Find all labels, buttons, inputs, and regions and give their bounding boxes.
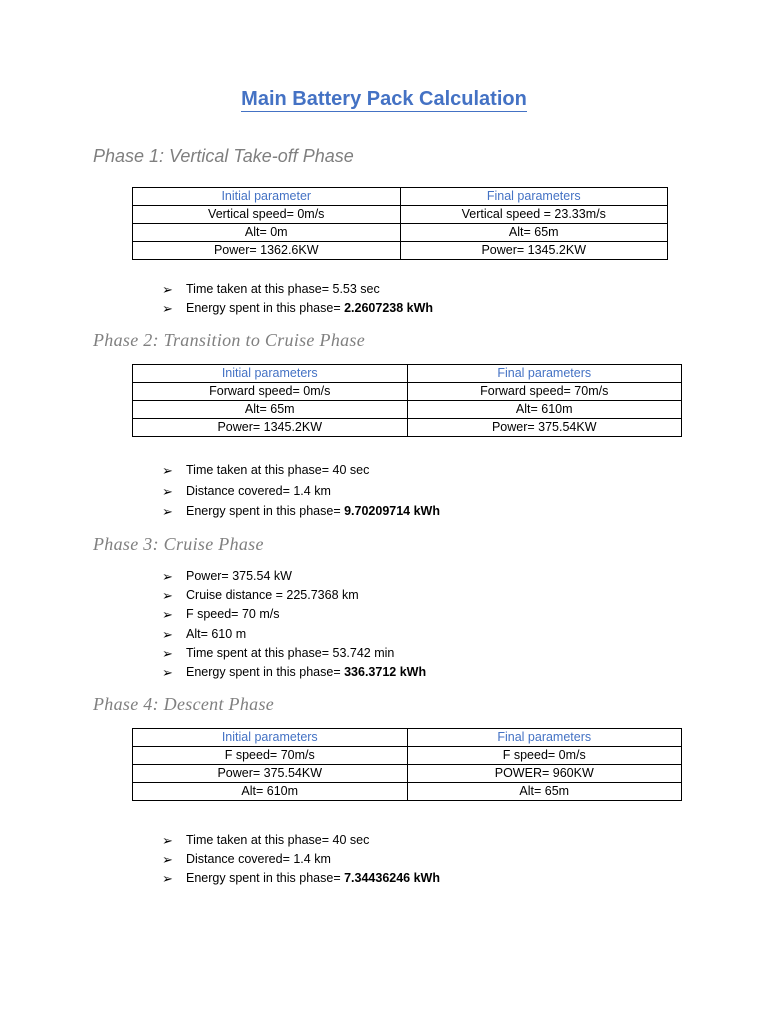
arrow-bullet-icon: ➢ [162,626,173,642]
list-item: ➢ Time spent at this phase= 53.742 min [162,645,395,661]
table-cell: Forward speed= 70m/s [407,383,682,401]
table-header-row [133,729,682,747]
table-cell: Alt= 65m [407,783,682,801]
list-item: ➢ Power= 375.54 kW [162,569,292,584]
table-cell: Power= 1345.2KW [133,419,408,437]
table-header-row [133,365,682,383]
table-row [133,419,682,437]
table-cell: POWER= 960KW [407,765,682,783]
list-item: ➢ F speed= 70 m/s [162,607,280,623]
document-title: Main Battery Pack Calculation [241,88,527,110]
table-cell: Power= 1362.6KW [133,242,401,260]
phase2-bullet-list [160,461,440,522]
list-item: ➢ Time taken at this phase= 40 sec [162,463,370,478]
arrow-bullet-icon: ➢ [162,645,173,661]
table-cell: Vertical speed = 23.33m/s [400,206,668,224]
table-row [133,765,682,783]
phase3-heading: Phase 3: Cruise Phase [93,534,264,554]
table-row [133,401,682,419]
arrow-bullet-icon: ➢ [162,871,173,887]
phase2-table [132,364,682,437]
table-cell: Alt= 65m [400,224,668,242]
arrow-bullet-icon: ➢ [162,301,173,317]
list-item: ➢ Alt= 610 m [162,626,247,642]
list-item: ➢ Energy spent in this phase= 9.70209714 kWh [162,504,440,520]
table-cell: Alt= 0m [133,224,401,242]
table-cell: Power= 1345.2KW [400,242,668,260]
table-header-cell: Final parameters [400,188,668,206]
phase1-heading: Phase 1: Vertical Take-off Phase [93,146,354,166]
table-cell: F speed= 70m/s [133,747,408,765]
table-cell: Alt= 610m [133,783,408,801]
arrow-bullet-icon: ➢ [162,664,173,680]
table-cell: Vertical speed= 0m/s [133,206,401,224]
table-cell: Alt= 65m [133,401,408,419]
list-item: ➢ Distance covered= 1.4 km [162,852,331,868]
phase1-table [132,187,668,260]
phase4-table [132,728,682,801]
arrow-bullet-icon: ➢ [162,852,173,868]
table-header-row [133,188,668,206]
table-header-cell: Final parameters [407,729,682,747]
phase4-heading: Phase 4: Descent Phase [93,694,275,714]
list-item: ➢ Time taken at this phase= 5.53 sec [162,282,380,297]
table-cell: Alt= 610m [407,401,682,419]
arrow-bullet-icon: ➢ [162,588,173,604]
list-item: ➢ Distance covered= 1.4 km [162,483,331,499]
arrow-bullet-icon: ➢ [162,569,173,584]
list-item: ➢ Energy spent in this phase= 7.34436246 kWh [162,871,440,887]
table-header-cell: Initial parameter [133,188,401,206]
list-item: ➢ Energy spent in this phase= 336.3712 kWh [162,664,427,680]
table-row [133,383,682,401]
phase4-bullet-list [160,831,440,889]
arrow-bullet-icon: ➢ [162,607,173,623]
arrow-bullet-icon: ➢ [162,282,173,297]
table-row [133,242,668,260]
table-row [133,783,682,801]
table-cell: F speed= 0m/s [407,747,682,765]
list-item: ➢ Time taken at this phase= 40 sec [162,833,370,848]
arrow-bullet-icon: ➢ [162,504,173,520]
table-cell: Forward speed= 0m/s [133,383,408,401]
arrow-bullet-icon: ➢ [162,463,173,478]
table-cell: Power= 375.54KW [407,419,682,437]
table-header-cell: Initial parameters [133,729,408,747]
table-cell: Power= 375.54KW [133,765,408,783]
list-item: ➢ Cruise distance = 225.7368 km [162,588,359,604]
arrow-bullet-icon: ➢ [162,833,173,848]
phase1-bullet-list [160,280,433,318]
table-header-cell: Initial parameters [133,365,408,383]
list-item: ➢ Energy spent in this phase= 2.2607238 kWh [162,301,434,317]
phase3-bullet-list [160,567,426,682]
arrow-bullet-icon: ➢ [162,483,173,499]
table-row [133,206,668,224]
phase2-heading: Phase 2: Transition to Cruise Phase [93,330,366,350]
table-header-cell: Final parameters [407,365,682,383]
table-row [133,224,668,242]
table-row [133,747,682,765]
